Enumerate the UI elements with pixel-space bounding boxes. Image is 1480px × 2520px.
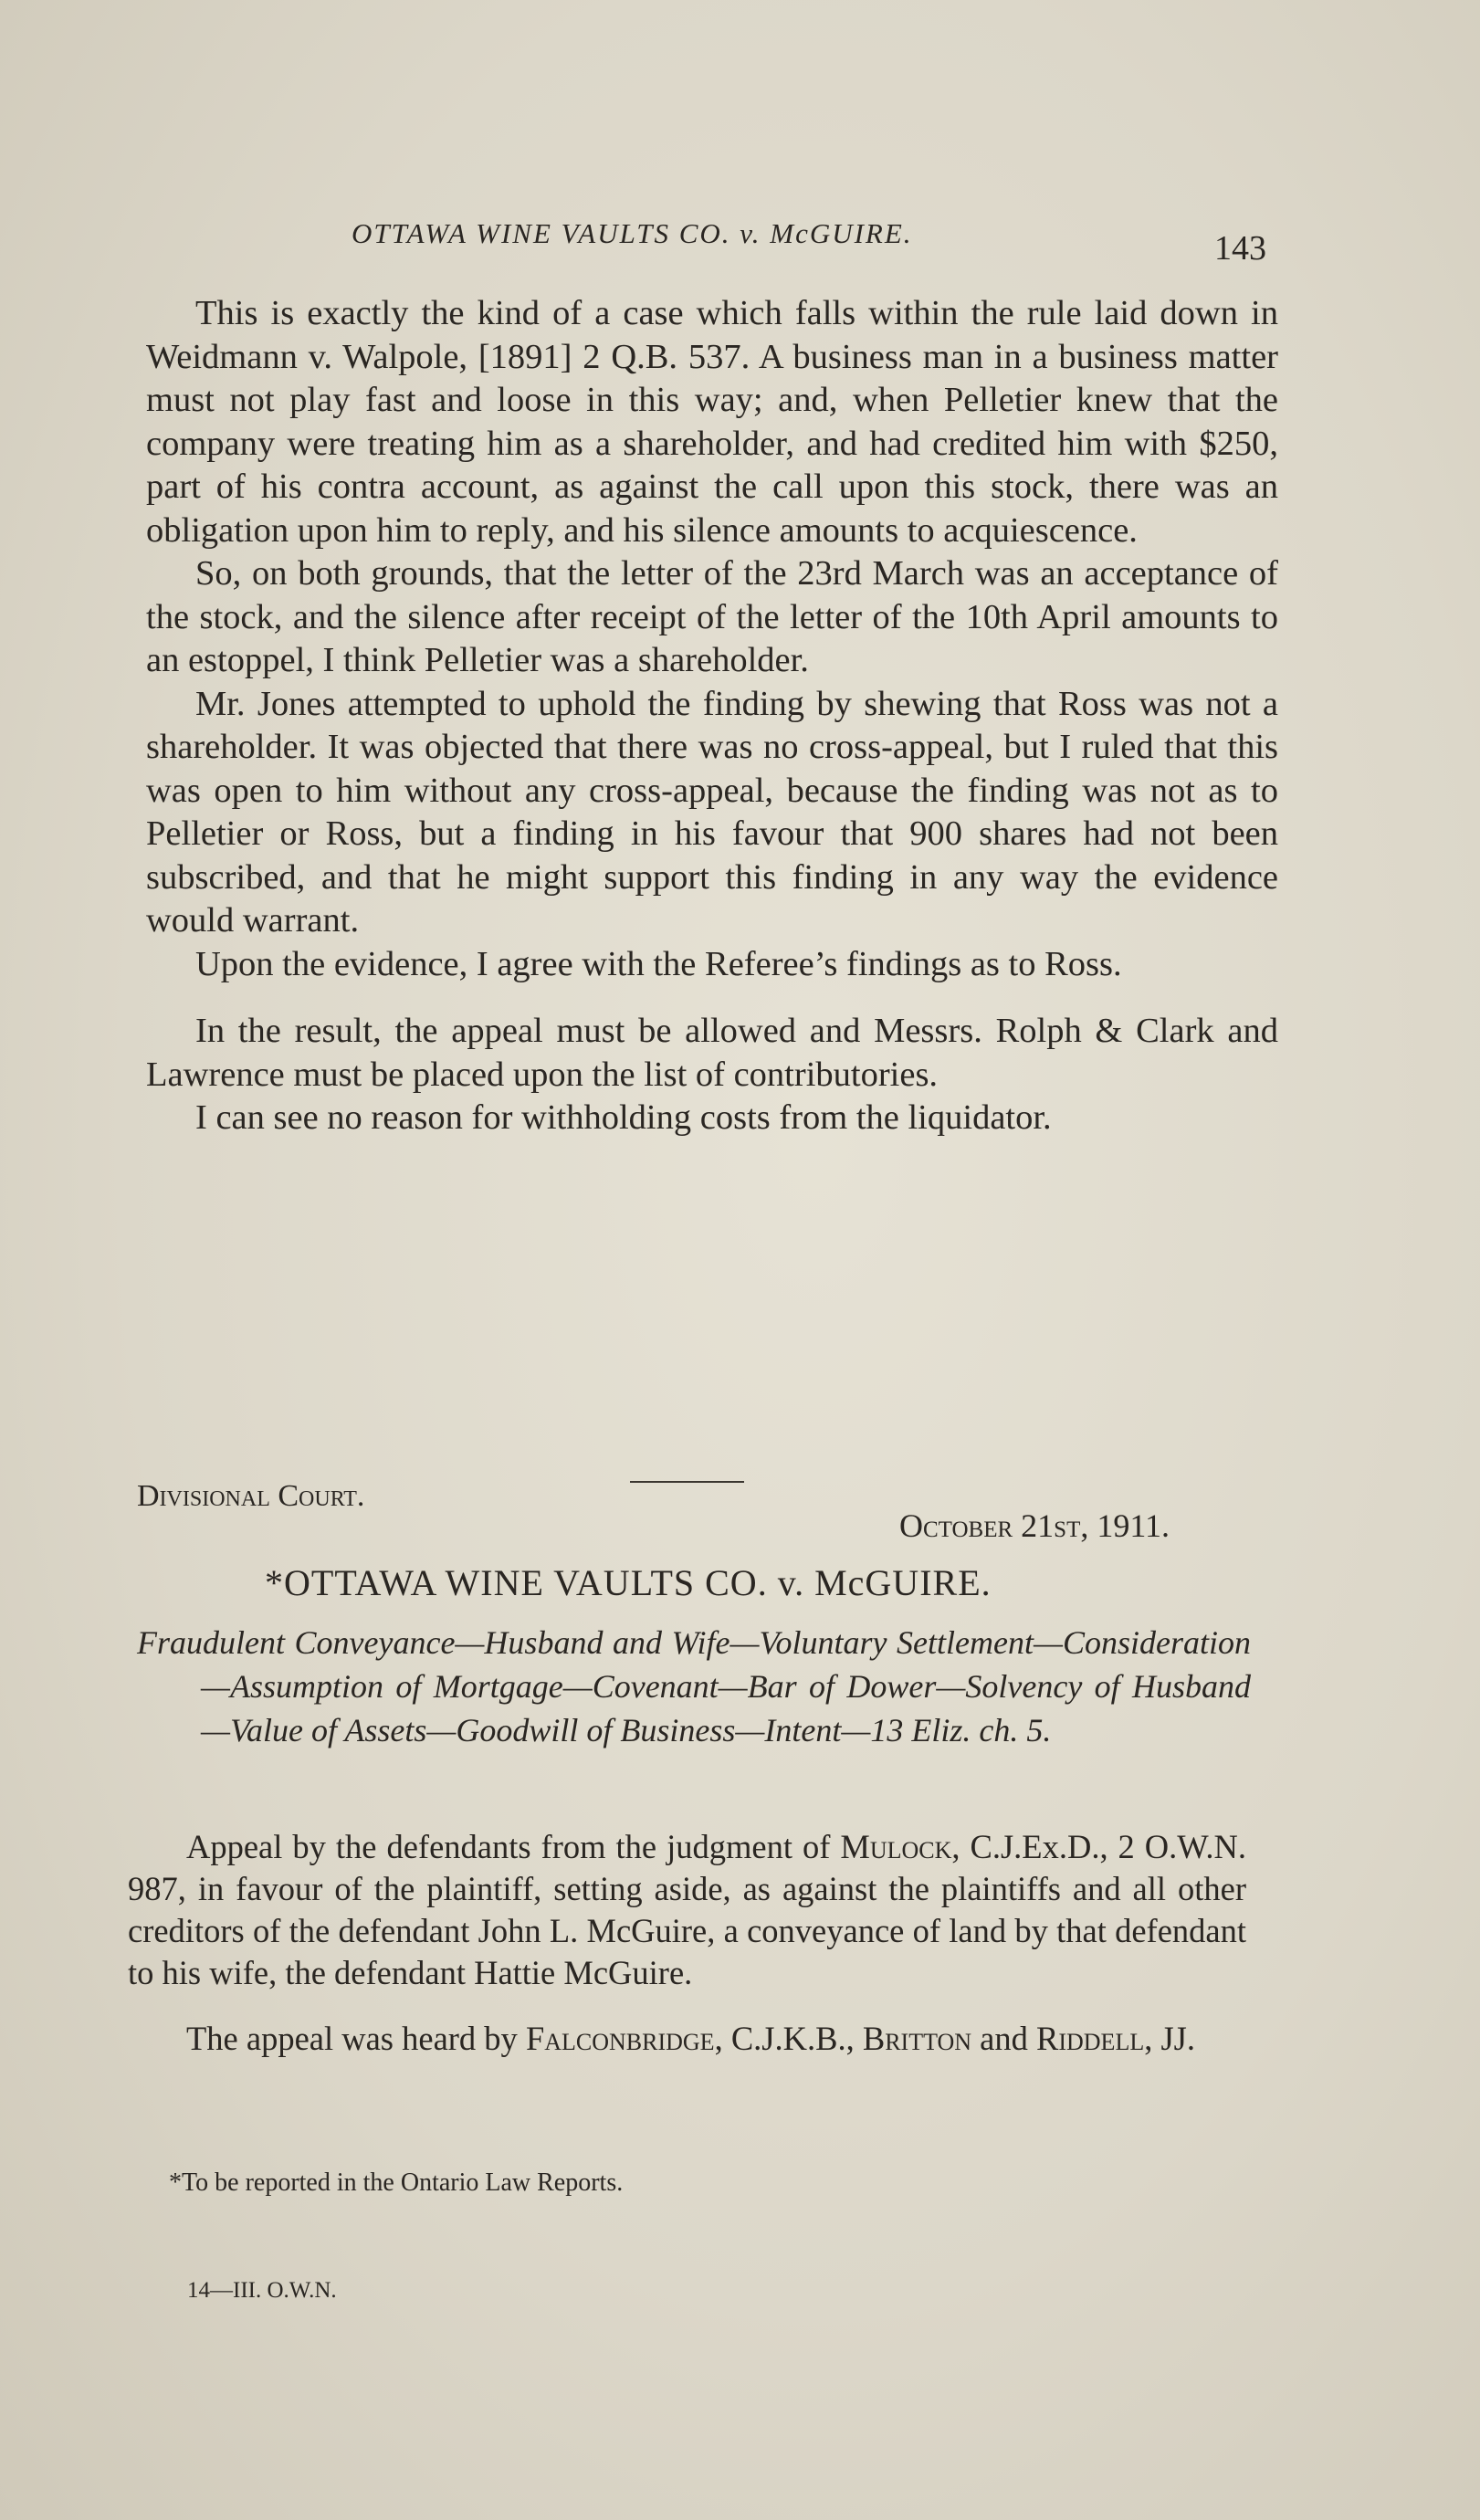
judge-name: Mulock, bbox=[840, 1828, 960, 1865]
running-title: OTTAWA WINE VAULTS CO. v. McGUIRE. bbox=[352, 217, 913, 249]
paragraph: I can see no reason for withholding costs from the liquidator. bbox=[195, 1098, 1052, 1137]
judge-name: Britton bbox=[862, 2020, 972, 2057]
headnote bbox=[137, 1621, 1251, 1752]
footnote: *To be reported in the Ontario Law Reports. bbox=[169, 2168, 624, 2197]
page-number: 143 bbox=[1214, 229, 1266, 268]
judge-name: Riddell, bbox=[1036, 2020, 1153, 2057]
paragraph: Upon the evidence, I agree with the Referee’s findings as to Ross. bbox=[195, 944, 1122, 983]
headnote-text: Fraudulent Conveyance—Husband and Wife—Voluntary Settlement—Consideration—Assumption of Mortgage—Covenant—Bar of Dower—Solvency of Husband—Value of Assets—Goodwill of Business—Intent—13 Eliz. ch. 5. bbox=[137, 1624, 1251, 1748]
appeal-paragraph: Appeal by the defendants from the judgment of Mulock, C.J.Ex.D., 2 O.W.N. 987, in favour of the plaintiff, setting aside, as against the plaintiffs and all other creditors of the defendant John L. McGuire, a conveyance of land by that defendant to his wife, the defendant Hattie McGuire. bbox=[128, 1828, 1246, 1991]
hearing-paragraph: The appeal was heard by Falconbridge, C.J.K.B., Britton and Riddell, JJ. bbox=[186, 2020, 1195, 2057]
paragraph: In the result, the appeal must be allowed and Messrs. Rolph & Clark and Lawrence must be placed upon the list of contributories. bbox=[146, 1012, 1278, 1094]
paragraph: So, on both grounds, that the letter of the 23rd March was an acceptance of the stock, and the silence after receipt of the letter of the 10th April amounts to an estoppel, I think Pelletier was a shareholder. bbox=[146, 554, 1278, 679]
case-title: *OTTAWA WINE VAULTS CO. v. McGUIRE. bbox=[265, 1562, 992, 1603]
decision-date: October 21st, 1911. bbox=[899, 1507, 1170, 1544]
case-statement bbox=[128, 1826, 1246, 2060]
printer-signature: 14—III. O.W.N. bbox=[187, 2278, 337, 2303]
judgment-body bbox=[146, 292, 1278, 1140]
paragraph: This is exactly the kind of a case which falls within the rule laid down in Weidmann v. Walpole, [1891] 2 Q.B. 537. A business man in a business matter must not play fast and loose in this way; and, when Pelletier knew that the company were treating him as a shareholder, and had credited him with $250, part of his contra account, as against the call upon this stock, there was an obligation upon him to reply, and his silence amounts to acquiescence. bbox=[146, 294, 1278, 550]
section-divider bbox=[630, 1481, 744, 1483]
paragraph: Mr. Jones attempted to uphold the finding by shewing that Ross was not a shareholder. It was objected that there was no cross-appeal, but I ruled that this was open to him without any cross-appeal, because the finding was not as to Pelletier or Ross, but a finding in his favour that 900 shares had not been subscribed, and that he might support this finding in any way the evidence would warrant. bbox=[146, 684, 1278, 940]
judge-name: Falconbridge, bbox=[525, 2020, 723, 2057]
court-name: Divisional Court. bbox=[137, 1479, 365, 1513]
